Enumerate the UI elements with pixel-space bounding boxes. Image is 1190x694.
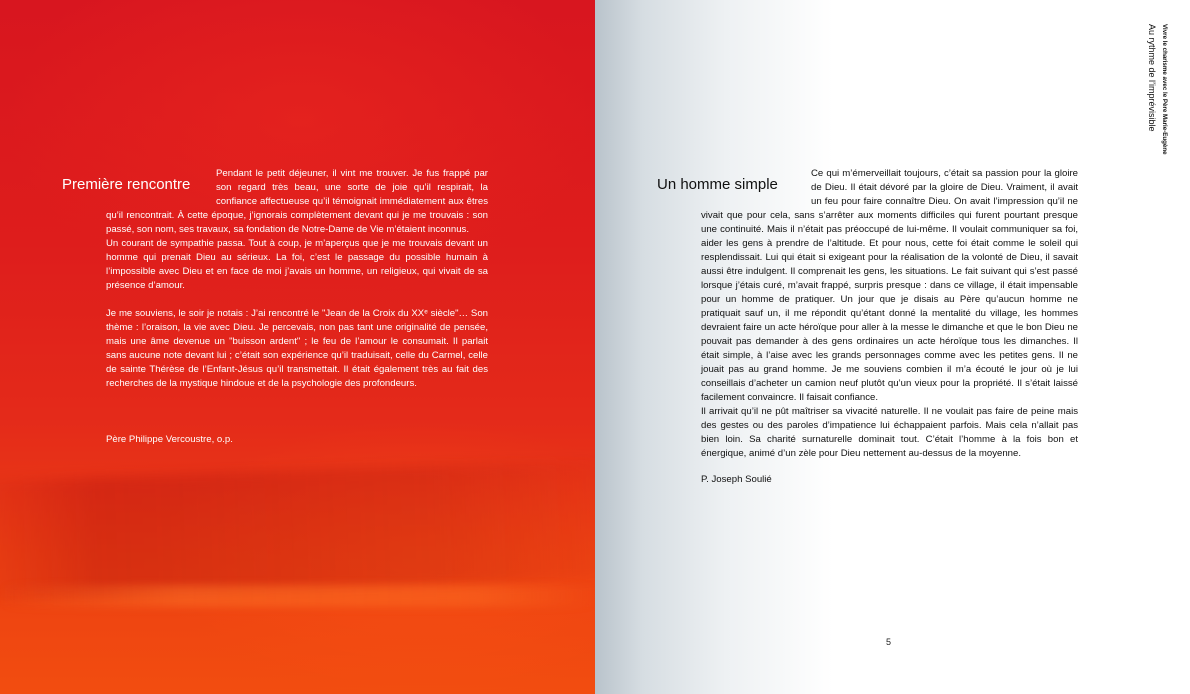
- right-paragraph-1: Ce qui m’émerveillait toujours, c’était sa passion pour la gloire de Dieu. Il était dévoré par la gloire de Dieu. Vraiment, il avait un feu pour faire connaître Dieu. On avait l’impression qu’il ne vivait que pour cela, sans s’arrêter aux moments difficiles qui furent pourtant presque une continuité. Mais il n’était pas préoccupé de lui-même. Il voulait communiquer sa foi, aider les gens à prendre de l’altitude. Et pour nous, cette foi était comme le soleil qui resplendissait. Lui qui était si exigeant pour la réalisation de la volonté de Dieu, il savait aussi être indulgent. Il comprenait les gens, les situations. Le fait suivant qui s’est passé lorsque j’étais curé, m’avait frappé, surpris presque : dans ce village, il était impensable pour un homme de pratiquer. Un jour que je disais au Père qu’aucun homme ne pratiquait sauf un, il me répondit qu’étant donné la mentalité du village, les hommes devraient faire un acte héroïque pour aller à la messe le dimanche et que le bon Dieu ne pouvait pas demander à des gens ordinaires un acte héroïque tous les dimanches. Il était simple, à l’aise avec les grands personnages comme avec les petites gens. Il ne jouait pas au grand homme. Je me souviens combien il m’a écouté le jour où je lui conseillais d’acheter un camion neuf plutôt qu’un vieux pour la propriété. Il s’était laissé facilement convaincre. Il faisait confiance.: [701, 168, 1078, 403]
- left-paragraph-3: Je me souviens, le soir je notais : J’ai rencontré le "Jean de la Croix du XXᵉ siècle"… Son thème : l’oraison, la vie avec Dieu. Je percevais, non pas tant une originalité de pensée, mais une âme devenue un "buisson ardent" ; le feu de l’amour le consumait. Il parlait sans aucune note devant lui ; c’était son expérience qu’il traduisait, celle du Carmel, celle de sainte Thérèse de l’Enfant-Jésus qu’il transmettait. Il était également très au fait des recherches de la mystique hindoue et de la psychologie des profondeurs.: [106, 308, 488, 389]
- right-page-heading: Un homme simple: [657, 176, 778, 193]
- right-signature: P. Joseph Soulié: [701, 474, 772, 485]
- left-page-body: [106, 167, 488, 391]
- right-paragraph-2: Il arrivait qu’il ne pût maîtriser sa vivacité naturelle. Il ne voulait pas faire de peine mais des gestes ou des paroles d’impatience lui échappaient parfois. Mais cela n’allait pas bien loin. Sa charité surnaturelle dominait tout. C’était l’homme à la fois bon et énergique, animé d’un zèle pour Dieu nettement au-dessus de la moyenne.: [701, 406, 1078, 459]
- page-number: 5: [886, 637, 892, 647]
- left-paragraph-1: Pendant le petit déjeuner, il vint me trouver. Je fus frappé par son regard très beau, une sorte de joie qu’il respirait, la confiance affectueuse qu’il témoignait immédiatement aux êtres qu’il rencontrait. À cette époque, j’ignorais complètement devant qui je me trouvais : son passé, son nom, ses travaux, sa fondation de Notre-Dame de Vie m’étaient inconnus.: [106, 168, 488, 235]
- left-paragraph-2: Un courant de sympathie passa. Tout à coup, je m’aperçus que je me trouvais devant un homme qui prenait Dieu au sérieux. La foi, c’est le passage du possible humain à l’impossible avec Dieu et en face de moi j’avais un homme, un religieux, qui vivait de sa présence d’amour.: [106, 238, 488, 291]
- right-page-body: [701, 167, 1078, 461]
- left-page-heading: Première rencontre: [62, 176, 191, 193]
- running-head: [1130, 24, 1170, 164]
- right-page: [595, 0, 1190, 694]
- running-head-title: Au rythme de l’imprévisible: [1147, 24, 1157, 132]
- left-signature: Père Philippe Vercoustre, o.p.: [106, 434, 233, 445]
- heading-float-space: [701, 167, 811, 209]
- heading-float-space: [106, 167, 216, 209]
- running-head-subtitle: Vivre le charisme avec le Père Marie-Eugène: [1161, 24, 1168, 155]
